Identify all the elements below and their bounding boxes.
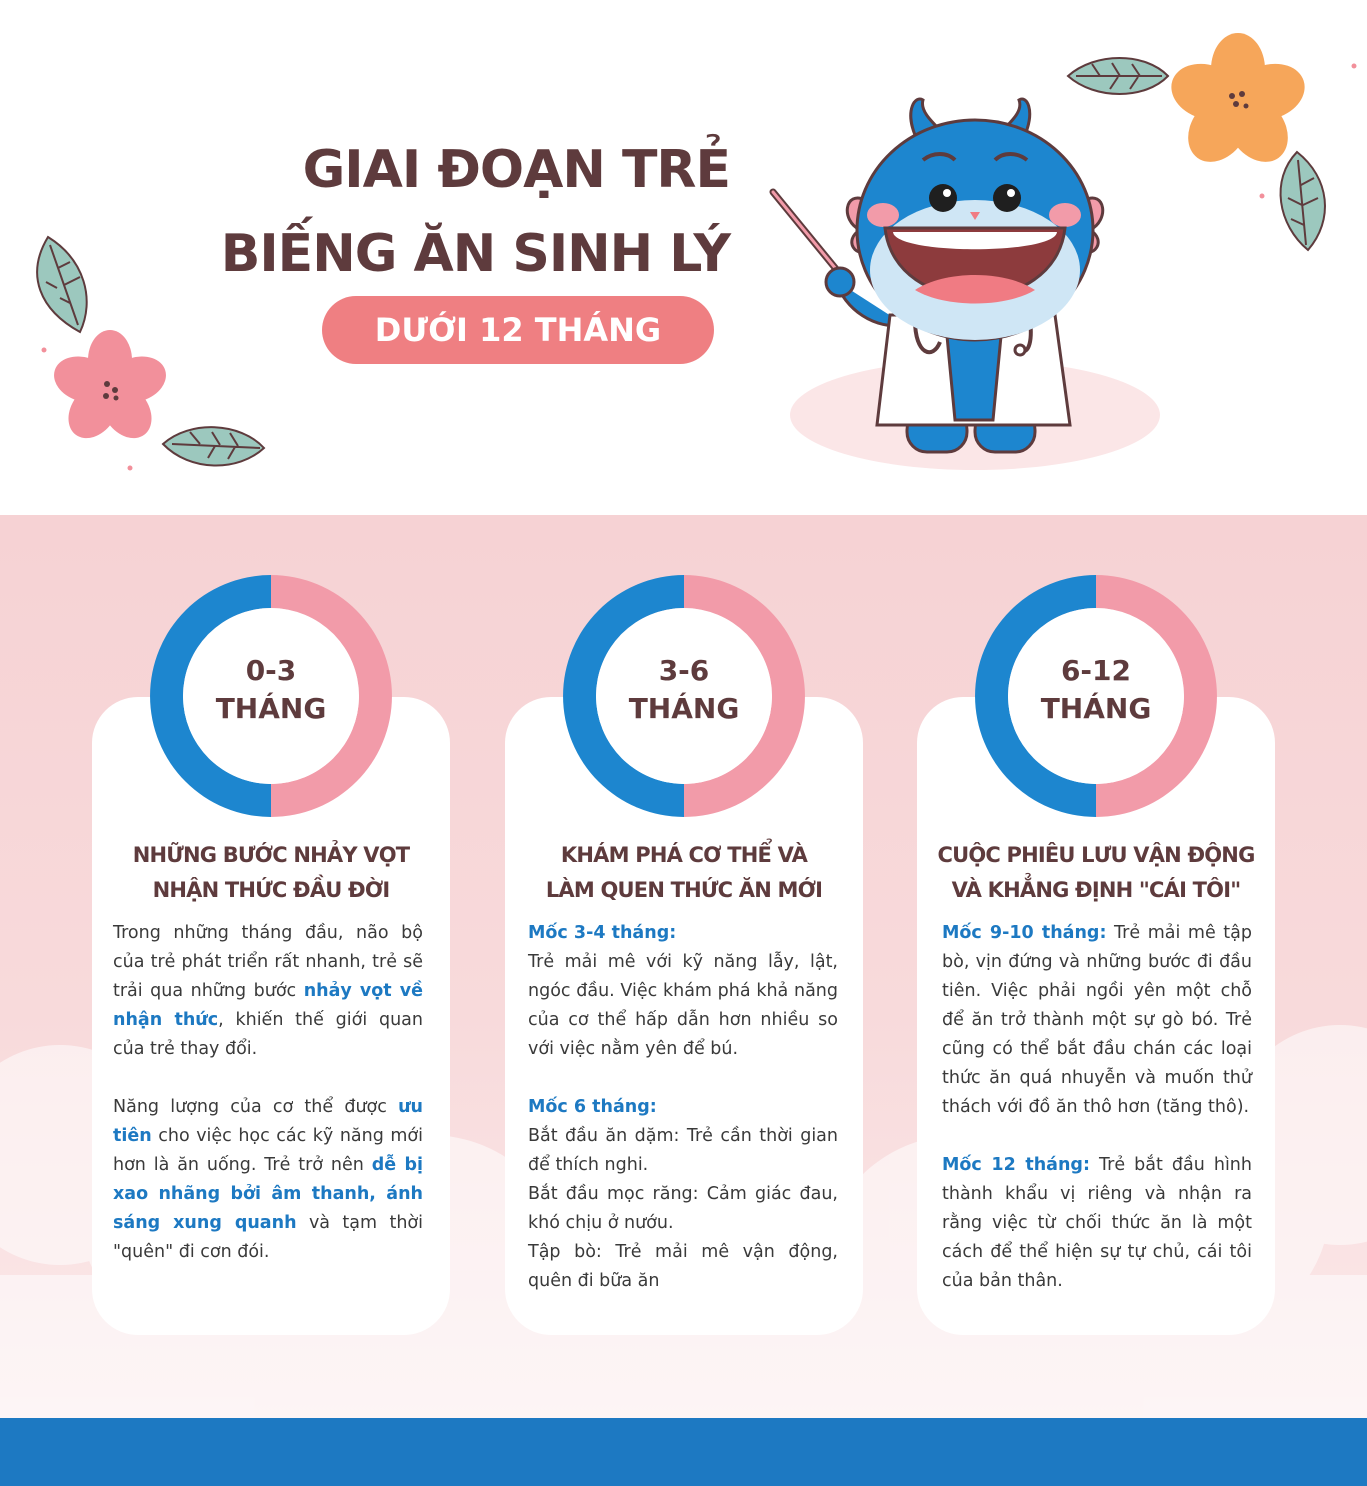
leaf-icon [1281, 152, 1325, 250]
stage-range: 3-6 [658, 654, 710, 687]
stage-title-line-1: KHÁM PHÁ CƠ THỂ VÀ [560, 843, 808, 867]
highlight-text: dễ bị xao nhãng bởi âm thanh, ánh sáng xung quanh [113, 1155, 423, 1233]
stage-unit: THÁNG [215, 692, 327, 725]
stage-title-line-2: LÀM QUEN THỨC ĂN MỚI [545, 878, 823, 902]
age-badge: DƯỚI 12 THÁNG [322, 296, 714, 364]
highlight-text: ưu tiên [113, 1097, 423, 1146]
stage-range: 0-3 [245, 654, 297, 687]
text-run: và tạm thời "quên" đi cơn đói. [113, 1213, 423, 1262]
stage-title-line-1: NHỮNG BƯỚC NHẢY VỌT [132, 843, 410, 867]
stage-paragraph [942, 1151, 1252, 1296]
stage-paragraph: Bắt đầu ăn dặm: Trẻ cần thời gian để thích nghi. [528, 1126, 838, 1175]
stage-age-label [975, 652, 1217, 728]
title-line-2: BIẾNG ĂN SINH LÝ [220, 224, 730, 284]
text-run: , khiến thế giới quan của trẻ thay đổi. [113, 1010, 423, 1059]
text-run: Trẻ bắt đầu hình thành khẩu vị riêng và nhận ra rằng việc từ chối thức ăn là một cách để thể hiện sự tự chủ, cái tôi của bản thân. [942, 1155, 1252, 1291]
stage-title-line-2: VÀ KHẲNG ĐỊNH "CÁI TÔI" [951, 878, 1241, 902]
stage-paragraph: Trẻ mải mê với kỹ năng lẫy, lật, ngóc đầu. Việc khám phá khả năng của cơ thể hấp dẫn hơn nhiều so với việc nằm yên để bú. [528, 952, 838, 1059]
page-title [150, 128, 730, 296]
title-line-1: GIAI ĐOẠN TRẺ [302, 140, 730, 200]
pink-flower-icon [48, 330, 172, 448]
stage-age-label [150, 652, 392, 728]
text-run: Năng lượng của cơ thể được [113, 1097, 399, 1117]
stage-title-line-2: NHẬN THỨC ĐẦU ĐỜI [152, 878, 390, 902]
leaf-icon [37, 237, 87, 332]
stage-range: 6-12 [1060, 654, 1132, 687]
stage-description [113, 919, 423, 1267]
highlight-text: nhảy vọt về nhận thức [113, 981, 424, 1030]
milestone-heading: Mốc 9-10 tháng: [942, 923, 1107, 943]
text-run: cho việc học các kỹ năng mới hơn là ăn uống. Trẻ trở nên [113, 1126, 423, 1175]
stage-paragraph [113, 1093, 423, 1267]
footer-bar [0, 1418, 1367, 1486]
stage-title [92, 838, 450, 908]
orange-flower-icon [1164, 33, 1312, 174]
stage-paragraph [113, 919, 423, 1064]
stage-description [528, 919, 838, 1296]
dragon-doctor-mascot [765, 80, 1185, 480]
stage-age-label [563, 652, 805, 728]
milestone-heading: Mốc 12 tháng: [942, 1155, 1090, 1175]
milestone-heading: Mốc 3-4 tháng: [528, 923, 677, 943]
text-run: Trong những tháng đầu, não bộ của trẻ phát triển rất nhanh, trẻ sẽ trải qua những bước [113, 923, 423, 1001]
stage-unit: THÁNG [628, 692, 740, 725]
header-section [0, 0, 1367, 515]
text-run: Trẻ mải mê tập bò, vịn đứng và những bước đi đầu tiên. Việc phải ngồi yên một chỗ để ăn trở thành một sự gò bó. Trẻ cũng có thể bắt đầu chán các loại thức ăn quá nhuyễn và muốn thử thách với đồ ăn thô hơn (tăng thô). [942, 923, 1252, 1117]
milestone-heading: Mốc 6 tháng: [528, 1097, 657, 1117]
stage-title [917, 838, 1275, 908]
stage-paragraph: Bắt đầu mọc răng: Cảm giác đau, khó chịu ở nướu. [528, 1184, 838, 1233]
stage-title-line-1: CUỘC PHIÊU LƯU VẬN ĐỘNG [937, 843, 1255, 867]
stage-description [942, 919, 1252, 1296]
stage-paragraph: Tập bò: Trẻ mải mê vận động, quên đi bữa ăn [528, 1242, 838, 1291]
stage-unit: THÁNG [1040, 692, 1152, 725]
stage-title [505, 838, 863, 908]
stage-paragraph [942, 919, 1252, 1122]
leaf-icon [163, 427, 264, 465]
